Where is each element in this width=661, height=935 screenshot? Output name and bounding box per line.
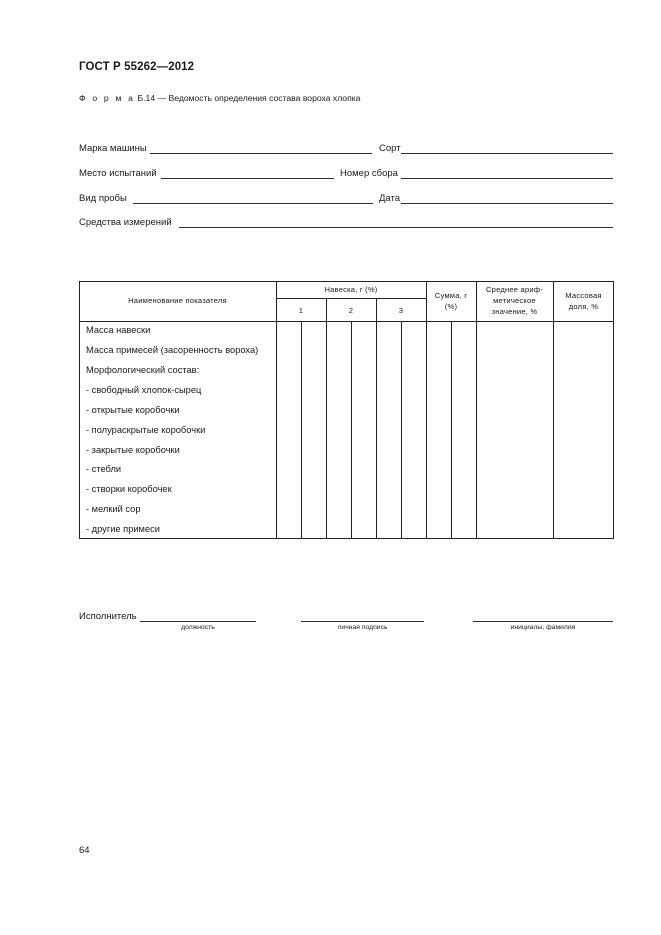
table-col-divider [351, 321, 352, 539]
variety-field[interactable] [401, 153, 613, 154]
date-label: Дата [379, 193, 401, 204]
test-site-field[interactable] [161, 178, 334, 179]
page-number: 64 [79, 845, 90, 856]
table-col-divider [401, 321, 402, 539]
table-subheader-line [276, 298, 426, 299]
row-label-stems: - стебли [86, 464, 122, 474]
form-prefix: Ф о р м а [79, 93, 136, 103]
standard-title: ГОСТ Р 55262—2012 [79, 61, 195, 73]
machine-brand-field[interactable] [150, 153, 372, 154]
table-col-divider [553, 281, 554, 539]
machine-brand-label: Марка машины [79, 143, 147, 154]
harvest-number-label: Номер сбора [340, 168, 398, 179]
row-label-open-bolls: - открытые коробочки [86, 405, 180, 415]
position-field[interactable] [140, 621, 256, 622]
form-description: — Ведомость определения состава вороха хлопка [157, 93, 361, 103]
instruments-field[interactable] [179, 227, 613, 228]
row-label-other-impurities: - другие примеси [86, 524, 160, 534]
initials-caption: инициалы, фамилия [510, 624, 576, 631]
variety-label: Сорт [379, 143, 401, 154]
instruments-label: Средства измерений [79, 217, 172, 228]
row-label-morphology: Морфологический состав: [86, 365, 200, 375]
col-header-sample: Навеска, г (%) [324, 285, 378, 294]
row-label-sample-mass: Масса навески [86, 325, 151, 335]
row-label-fine-trash: - мелкий сор [86, 504, 141, 514]
form-number: Б.14 [137, 93, 156, 103]
date-field[interactable] [401, 203, 613, 204]
sample-type-field[interactable] [133, 203, 373, 204]
col-header-mean: Среднее ариф-метическое значение, % [485, 285, 543, 316]
table-col-divider [326, 298, 327, 539]
executor-label: Исполнитель [79, 611, 137, 622]
col-header-sum: Сумма, г (%) [434, 291, 468, 311]
table-col-divider [276, 281, 277, 539]
row-label-half-open-bolls: - полураскрытые коробочки [86, 425, 206, 435]
row-label-closed-bolls: - закрытые коробочки [86, 445, 180, 455]
test-site-label: Место испытаний [79, 168, 157, 179]
table-col-divider [301, 321, 302, 539]
row-label-impurity-mass: Масса примесей (засоренность вороха) [86, 345, 259, 355]
col-header-indicator: Наименование показателя [128, 296, 227, 305]
table-col-divider [426, 281, 427, 539]
harvest-number-field[interactable] [401, 178, 613, 179]
signature-caption: личная подпись [337, 624, 388, 631]
row-label-boll-valves: - створки коробочек [86, 484, 172, 494]
col-header-sample-1: 1 [298, 306, 304, 315]
table-col-divider [376, 298, 377, 539]
col-header-sample-2: 2 [348, 306, 354, 315]
table-col-divider [476, 281, 477, 539]
col-header-sample-3: 3 [398, 306, 404, 315]
initials-field[interactable] [473, 621, 613, 622]
sample-type-label: Вид пробы [79, 193, 127, 204]
signature-field[interactable] [301, 621, 424, 622]
position-caption: должность [181, 624, 215, 631]
table-col-divider [451, 321, 452, 539]
row-label-free-cotton: - свободный хлопок-сырец [86, 385, 202, 395]
col-header-mass-fraction: Массовая доля, % [565, 291, 602, 311]
form-title [79, 93, 360, 103]
table-header-bottom-line [79, 321, 614, 322]
